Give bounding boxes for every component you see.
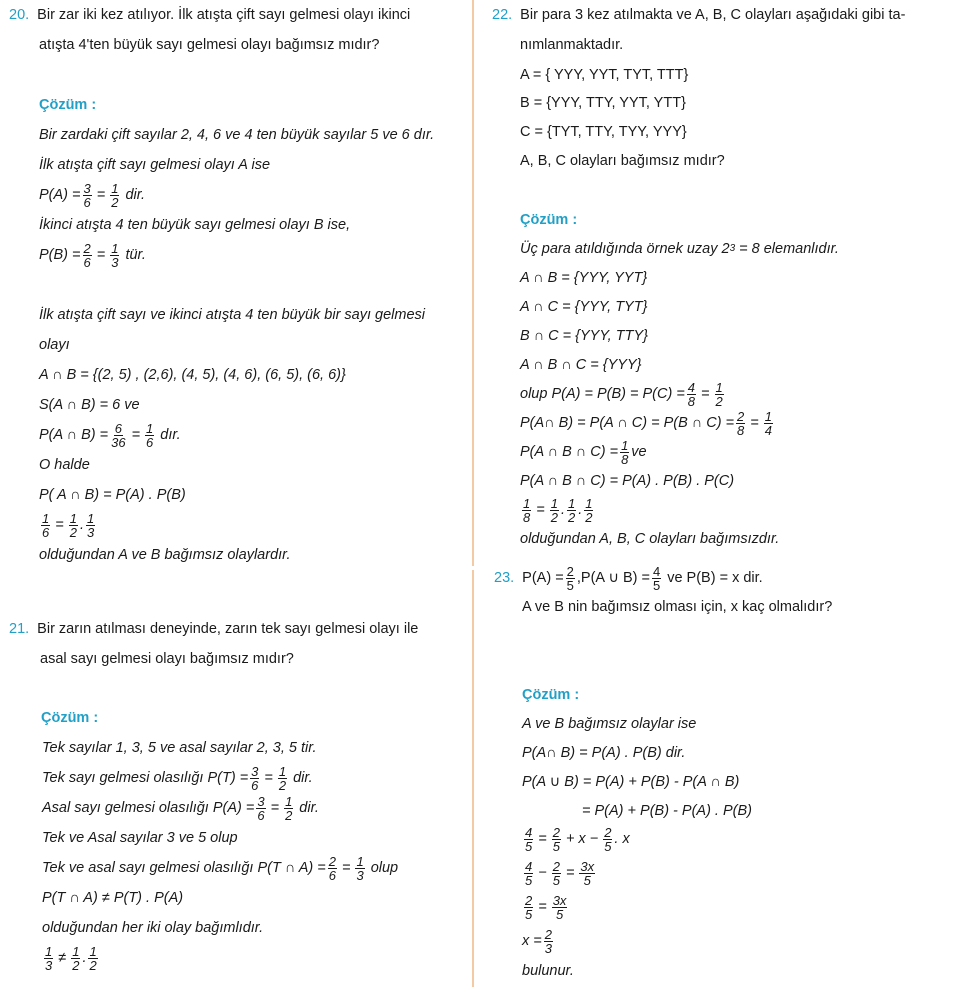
q23-eq4-lhs: x = (522, 933, 542, 949)
q22-check-frac-2: $\frac{1}{2}$ (550, 495, 558, 525)
q22-s6-line (520, 381, 726, 407)
q21-pta-frac-1: $\frac{2}{6}$ (328, 853, 336, 883)
q23-sol-1: A ve B bağımsız olaylar ise (522, 716, 697, 732)
q22-set-c: C = {TYT, TTY, TYY, YYY} (520, 124, 687, 140)
q22-s8-tail: ve (631, 444, 647, 460)
q22-s7-frac-1: $\frac{2}{8}$ (737, 408, 745, 438)
q23-eq2-frac-3: $\frac{3x}{5}$ (580, 858, 595, 888)
q21-text-1: Bir zarın atılması deneyinde, zarın tek sayı gelmesi olayı ile (37, 621, 419, 637)
q21-sol-4: olduğundan her iki olay bağımlıdır. (42, 920, 264, 936)
q23-eq1-tail: . x (614, 831, 630, 847)
equals-sign: = (96, 187, 106, 203)
q22-check-frac-1: $\frac{1}{8}$ (523, 495, 531, 525)
q20-sol-5: olayı (39, 337, 70, 353)
q22-check-line (520, 497, 595, 523)
equals-sign: = (701, 386, 710, 402)
q22-s7-frac-2: $\frac{1}{4}$ (764, 408, 772, 438)
q20-pa-line (39, 182, 145, 208)
q23-eq2-frac-2: $\frac{2}{5}$ (552, 858, 560, 888)
q21-pa-frac-1: $\frac{3}{6}$ (257, 793, 265, 823)
q20-pab-lhs: P(A ∩ B) = (39, 427, 109, 443)
q20-sol-1: Bir zardaki çift sayılar 2, 4, 6 ve 4 ten büyük sayılar 5 ve 6 dır. (39, 127, 435, 143)
q23-eq1-frac-2: $\frac{2}{5}$ (552, 824, 560, 854)
q22-s8-line (520, 439, 647, 465)
q22-sol-5: A ∩ B ∩ C = {YYY} (520, 357, 642, 373)
dot-operator: . (578, 502, 583, 518)
q21-line-1 (9, 620, 418, 638)
q23-eq2-frac-1: $\frac{4}{5}$ (525, 858, 533, 888)
q21-sol-1: Tek sayılar 1, 3, 5 ve asal sayılar 2, 3, 5 tir. (42, 740, 317, 756)
q22-sol-4: B ∩ C = {YYY, TTY} (520, 328, 648, 344)
q20-sol-2: İlk atışta çift sayı gelmesi olayı A ise (39, 157, 271, 173)
q23-eq-3 (522, 894, 569, 920)
q20-sol-4: İlk atışta çift sayı ve ikinci atışta 4 ten büyük bir sayı gelmesi (39, 307, 426, 323)
q23-sol-3: P(A ∪ B) = P(A) + P(B) - P(A ∩ B) (522, 774, 740, 790)
q22-s8-lhs: P(A ∩ B ∩ C) = (520, 444, 619, 460)
q21-sol-2: Tek ve Asal sayılar 3 ve 5 olup (42, 830, 238, 846)
q20-sol-9: P( A ∩ B) = P(A) . P(B) (39, 487, 186, 503)
q21-pa-frac-2: $\frac{1}{2}$ (285, 793, 293, 823)
equals-sign: = (538, 831, 547, 847)
q20-sol-7: S(A ∩ B) = 6 ve (39, 397, 140, 413)
equals-sign: = (565, 865, 575, 881)
q22-sol-1b: = 8 elemanlıdır. (739, 241, 839, 257)
q22-number: 22. (492, 7, 513, 23)
equals-sign: = (538, 899, 547, 915)
q20-line-1 (9, 6, 410, 24)
equals-sign: = (264, 770, 273, 786)
minus-sign: − (538, 865, 547, 881)
q21-pta-frac-2: $\frac{1}{3}$ (356, 853, 364, 883)
q20-text-2: atışta 4'ten büyük sayı gelmesi olayı bağımsız mıdır? (39, 37, 380, 53)
dot-operator: . (82, 950, 87, 966)
q22-s7-line (520, 410, 775, 436)
q22-sol-1: Üç para atıldığında örnek uzay 2 3 = 8 elemanlıdır. (520, 241, 839, 257)
q20-sol-8: O halde (39, 457, 90, 473)
q22-check-frac-3: $\frac{1}{2}$ (567, 495, 576, 525)
q20-solution-label: Çözüm : (39, 97, 97, 113)
q22-check-frac-4: $\frac{1}{2}$ (585, 495, 593, 525)
q23-eq3-frac-2: $\frac{3x}{5}$ (552, 892, 567, 922)
q22-solution-label: Çözüm : (520, 212, 578, 228)
q23-line-1 (494, 565, 763, 591)
q21-sol-3: P(T ∩ A) ≠ P(T) . P(A) (42, 890, 184, 906)
q22-s6-lhs: olup P(A) = P(B) = P(C) = (520, 386, 685, 402)
q23-sol-2: P(A∩ B) = P(A) . P(B) dir. (522, 745, 686, 761)
q20-pab-frac-1: $\frac{6}{36}$ (111, 420, 126, 450)
q22-sol-2: A ∩ B = {YYY, YYT} (520, 270, 648, 286)
q20-pb-lhs: P(B) = (39, 247, 81, 263)
q21-pt-tail: dir. (293, 770, 313, 786)
q23-q-frac-2: $\frac{4}{5}$ (652, 563, 661, 593)
q20-sol-3: İkinci atışta 4 ten büyük sayı gelmesi olayı B ise, (39, 217, 351, 233)
q21-check-frac-3: $\frac{1}{2}$ (89, 943, 97, 973)
q23-eq1-mid: + x − (565, 831, 599, 847)
q23-solution-label: Çözüm : (522, 687, 580, 703)
q23-q-frac-1: $\frac{2}{5}$ (566, 563, 574, 593)
q20-text-1: Bir zar iki kez atılıyor. İlk atışta çift sayı gelmesi olayı ikinci (37, 7, 411, 23)
q23-line-2: A ve B nin bağımsız olması için, x kaç olmalıdır? (522, 599, 833, 615)
q22-sol-3: A ∩ C = {YYY, TYT} (520, 299, 648, 315)
q20-number: 20. (9, 7, 30, 23)
q20-pb-tail: tür. (125, 247, 146, 263)
q22-sol-10: olduğundan A, B, C olayları bağımsızdır. (520, 531, 780, 547)
q20-check-frac-3: $\frac{1}{3}$ (86, 510, 95, 540)
equals-sign: = (55, 517, 64, 533)
equals-sign: = (341, 860, 351, 876)
q21-pt-line (42, 765, 313, 791)
q20-pa-lhs: P(A) = (39, 187, 81, 203)
q23-number: 23. (494, 570, 515, 586)
q22-text-1: Bir para 3 kez atılmakta ve A, B, C olayları aşağıdaki gibi ta- (520, 7, 906, 23)
q23-eq1-frac-1: $\frac{4}{5}$ (525, 824, 533, 854)
q20-check-line (39, 512, 97, 538)
q21-pta-lhs: Tek ve asal sayı gelmesi olasılığı P(T ∩ A) = (42, 860, 326, 876)
q23-sol-4: = P(A) + P(B) - P(A) . P(B) (582, 803, 752, 819)
q22-line-3: A, B, C olayları bağımsız mıdır? (520, 153, 725, 169)
q21-line-2 (40, 650, 294, 668)
q20-pab-frac-2: $\frac{1}{6}$ (146, 420, 154, 450)
dot-operator: . (560, 502, 565, 518)
equals-sign: = (131, 427, 141, 443)
q21-pa-lhs: Asal sayı gelmesi olasılığı P(A) = (42, 800, 255, 816)
q22-s6-frac-2: $\frac{1}{2}$ (715, 379, 723, 409)
q22-s8-frac: $\frac{1}{8}$ (621, 437, 629, 467)
q23-eq1-frac-3: $\frac{2}{5}$ (604, 824, 612, 854)
equals-sign: = (270, 800, 280, 816)
q22-line-1 (492, 6, 905, 24)
dot-operator: . (79, 517, 84, 533)
q21-text-2: asal sayı gelmesi olayı bağımsız mıdır? (40, 651, 294, 667)
q22-set-b: B = {YYY, TTY, YYT, YTT} (520, 95, 686, 111)
q22-set-a: A = { YYY, YYT, TYT, TTT} (520, 67, 689, 83)
q21-number: 21. (9, 621, 30, 637)
q20-pa-frac-1: $\frac{3}{6}$ (83, 180, 91, 210)
not-equal-sign: ≠ (58, 950, 67, 966)
q22-s7-lhs: P(A∩ B) = P(A ∩ C) = P(B ∩ C) = (520, 415, 735, 431)
q20-sol-10: olduğundan A ve B bağımsız olaylardır. (39, 547, 291, 563)
q20-pb-frac-1: $\frac{2}{6}$ (83, 240, 91, 270)
q23-q-b: ,P(A ∪ B) = (576, 570, 650, 586)
q21-check-frac-1: $\frac{1}{3}$ (45, 943, 53, 973)
q20-pab-line (39, 422, 181, 448)
q23-eq4-frac: $\frac{2}{3}$ (544, 926, 552, 956)
q20-pa-tail: dir. (125, 187, 146, 203)
q21-pa-line (42, 795, 319, 821)
equals-sign: = (96, 247, 106, 263)
q21-pt-lhs: Tek sayı gelmesi olasılığı P(T) = (42, 770, 249, 786)
q20-pb-line (39, 242, 146, 268)
q20-pb-frac-2: $\frac{1}{3}$ (111, 240, 119, 270)
q21-pt-frac-1: $\frac{3}{6}$ (251, 763, 259, 793)
q21-pta-tail: olup (370, 860, 399, 876)
right-column (474, 0, 972, 987)
equals-sign: = (750, 415, 759, 431)
q22-sol-1a: Üç para atıldığında örnek uzay 2 (520, 241, 730, 257)
equals-sign: = (536, 502, 545, 518)
q20-pa-frac-2: $\frac{1}{2}$ (111, 180, 119, 210)
q21-pa-tail: dir. (299, 800, 319, 816)
q20-check-frac-2: $\frac{1}{2}$ (69, 510, 77, 540)
left-column (0, 0, 470, 987)
q22-s6-frac-1: $\frac{4}{8}$ (687, 379, 696, 409)
q21-check-frac-2: $\frac{1}{2}$ (72, 943, 80, 973)
q23-q-a: P(A) = (522, 570, 564, 586)
q22-line-2: nımlanmaktadır. (520, 37, 624, 53)
q23-eq-4 (522, 928, 555, 954)
q23-eq-1 (522, 826, 630, 852)
q21-pt-frac-2: $\frac{1}{2}$ (278, 763, 287, 793)
q21-solution-label: Çözüm : (41, 710, 99, 726)
q20-sol-6: A ∩ B = {(2, 5) , (2,6), (4, 5), (4, 6), (6, 5), (6, 6)} (39, 367, 346, 383)
q22-sol-9: P(A ∩ B ∩ C) = P(A) . P(B) . P(C) (520, 473, 735, 489)
q20-line-2 (39, 36, 379, 54)
q21-pta-line (42, 855, 398, 881)
q20-check-frac-1: $\frac{1}{6}$ (42, 510, 50, 540)
q23-sol-5: bulunur. (522, 963, 574, 979)
q23-eq-2 (522, 860, 597, 886)
q21-check-line (42, 945, 100, 971)
q23-eq3-frac-1: $\frac{2}{5}$ (525, 892, 533, 922)
q23-q-c: ve P(B) = x dir. (667, 570, 763, 586)
q20-pab-tail: dır. (160, 427, 181, 443)
